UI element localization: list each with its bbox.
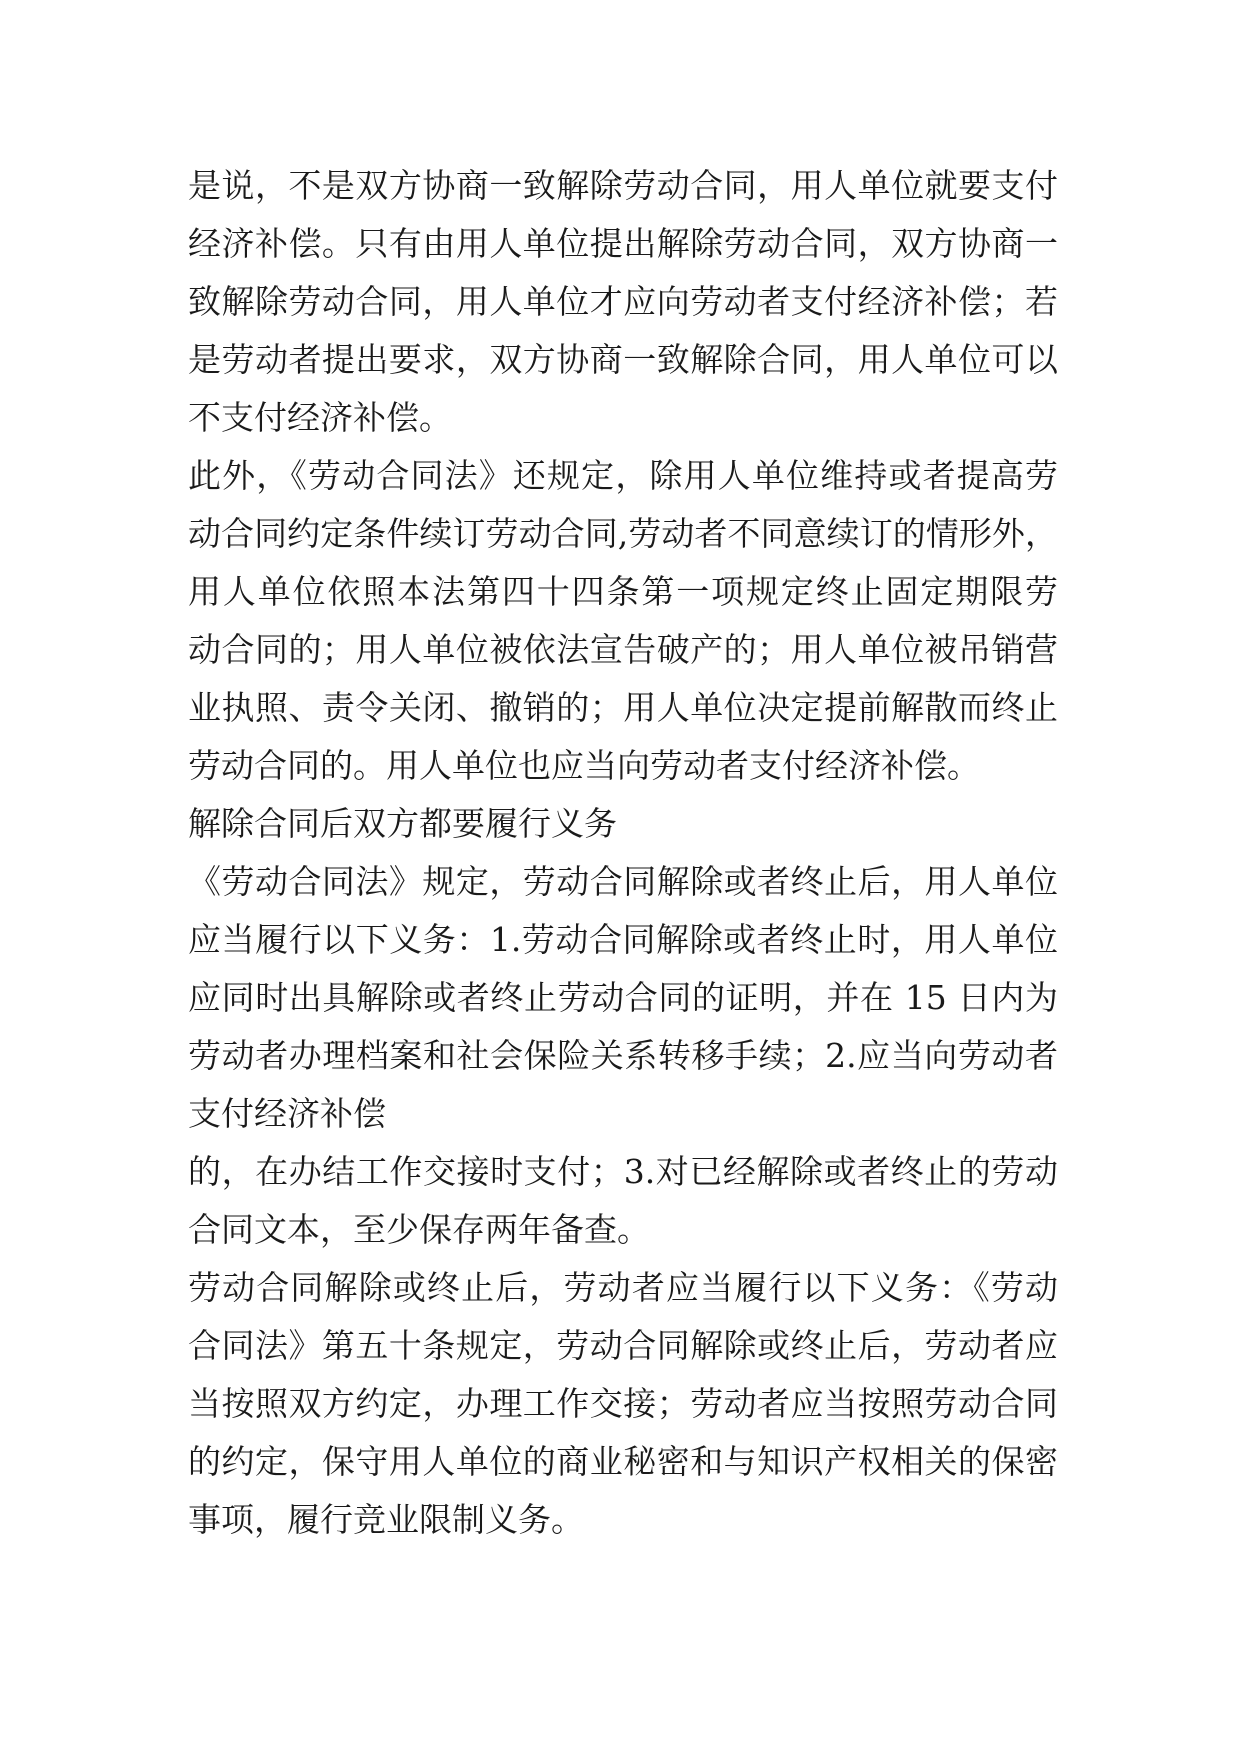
text-line: 合同法》第五十条规定，劳动合同解除或终止后，劳动者应 <box>188 1326 1058 1365</box>
text-line: 动合同的；用人单位被依法宣告破产的；用人单位被吊销营 <box>188 630 1058 669</box>
text-line: 合同文本，至少保存两年备查。 <box>188 1210 650 1249</box>
text-line: 劳动合同的。用人单位也应当向劳动者支付经济补偿。 <box>188 746 980 785</box>
text-line: 支付经济补偿 <box>188 1094 386 1133</box>
text-line: 劳动合同解除或终止后，劳动者应当履行以下义务：《劳动 <box>188 1268 1058 1307</box>
text-line: 用人单位依照本法第四十四条第一项规定终止固定期限劳 <box>188 572 1058 611</box>
text-line: 经济补偿。只有由用人单位提出解除劳动合同，双方协商一 <box>188 224 1058 263</box>
text-line: 应同时出具解除或者终止劳动合同的证明，并在 15 日内为 <box>188 978 1058 1017</box>
text-line: 《劳动合同法》规定，劳动合同解除或者终止后，用人单位 <box>188 862 1058 901</box>
text-line: 的，在办结工作交接时支付；3.对已经解除或者终止的劳动 <box>188 1152 1058 1191</box>
text-line: 是说，不是双方协商一致解除劳动合同，用人单位就要支付 <box>188 166 1058 205</box>
text-line: 的约定，保守用人单位的商业秘密和与知识产权相关的保密 <box>188 1442 1058 1481</box>
section-heading: 解除合同后双方都要履行义务 <box>188 804 617 843</box>
text-line: 动合同约定条件续订劳动合同,劳动者不同意续订的情形外， <box>188 514 1058 553</box>
text-line: 应当履行以下义务：1.劳动合同解除或者终止时，用人单位 <box>188 920 1058 959</box>
text-line: 不支付经济补偿。 <box>188 398 452 437</box>
text-line: 是劳动者提出要求，双方协商一致解除合同，用人单位可以 <box>188 340 1058 379</box>
text-line: 事项，履行竞业限制义务。 <box>188 1500 584 1539</box>
text-line: 此外，《劳动合同法》还规定，除用人单位维持或者提高劳 <box>188 456 1058 495</box>
text-line: 当按照双方约定，办理工作交接；劳动者应当按照劳动合同 <box>188 1384 1058 1423</box>
text-line: 劳动者办理档案和社会保险关系转移手续；2.应当向劳动者 <box>188 1036 1058 1075</box>
text-line: 致解除劳动合同，用人单位才应向劳动者支付经济补偿；若 <box>188 282 1058 321</box>
text-line: 业执照、责令关闭、撤销的；用人单位决定提前解散而终止 <box>188 688 1058 727</box>
